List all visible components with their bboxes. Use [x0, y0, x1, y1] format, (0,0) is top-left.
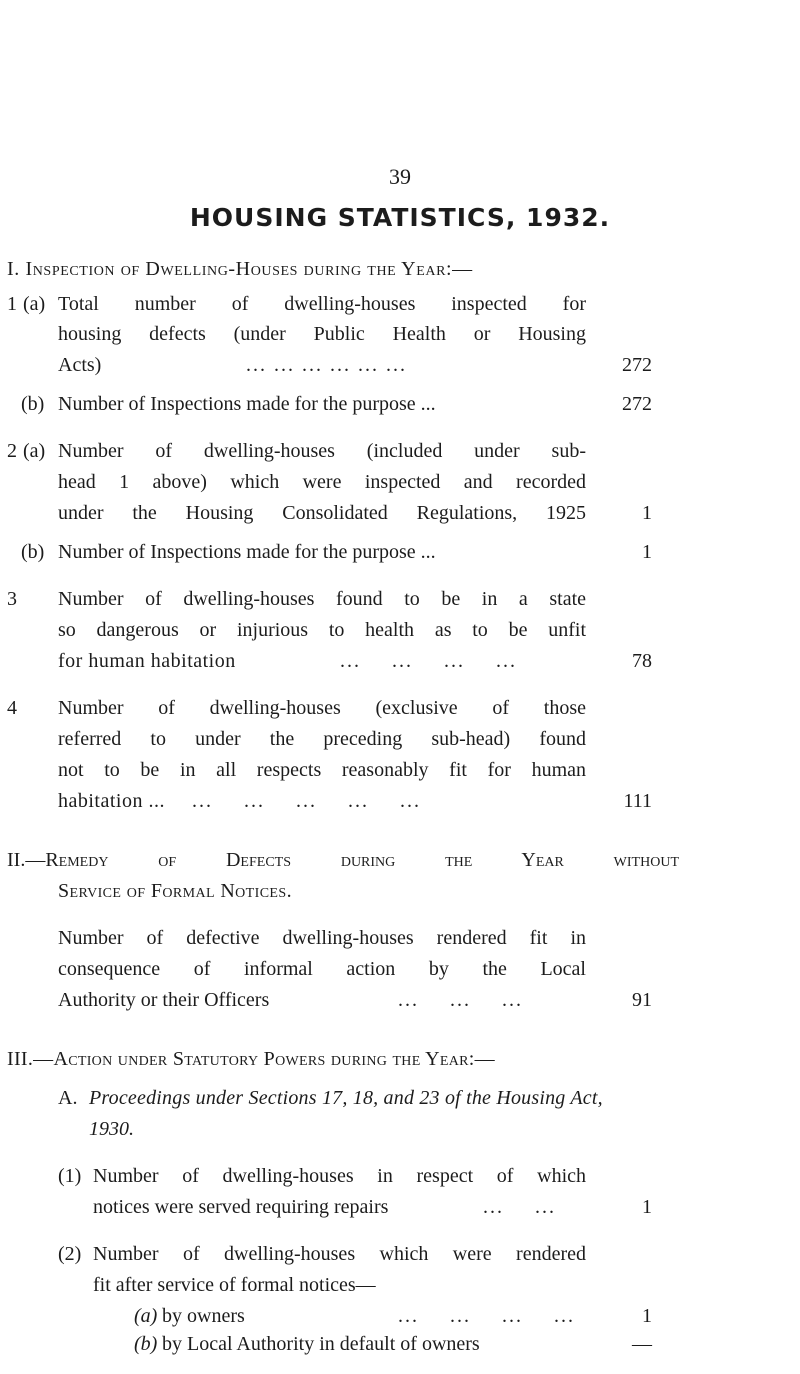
item-iii-1-line: Number of dwelling-houses in respect of which: [93, 1165, 586, 1187]
item-4-line: referred to under the preceding sub-head) found: [58, 728, 586, 750]
leader-dots: ... ... ... ... ...: [192, 790, 421, 812]
item-2b-text: Number of Inspections made for the purpose ...: [58, 541, 436, 563]
item-2a-line: Number of dwelling-houses (included under sub-: [58, 440, 586, 462]
item-iii-2-line: Number of dwelling-houses which were rendered: [93, 1243, 586, 1265]
item-iii-2-line: fit after service of formal notices—: [93, 1274, 376, 1296]
item-iii-2b-text: by Local Authority in default of owners: [162, 1333, 480, 1355]
item-2a-line: head 1 above) which were inspected and recorded: [58, 471, 586, 493]
item-1a-line: Total number of dwelling-houses inspected for: [58, 293, 586, 315]
item-iii-2a-label: (a): [134, 1305, 158, 1327]
leader-dots: ... ... ... ... ... ...: [246, 354, 407, 376]
section-2-line: Number of defective dwelling-houses rendered fit in: [58, 927, 586, 949]
item-2a-label: (a): [23, 440, 46, 462]
item-iii-1-line: notices were served requiring repairs: [93, 1196, 389, 1218]
item-iii-2a-text: by owners: [162, 1305, 245, 1327]
item-2a-line: under the Housing Consolidated Regulations, 1925: [58, 502, 586, 524]
item-iii-2b-value: —: [632, 1333, 652, 1355]
page-number: 39: [389, 164, 411, 189]
subsection-a-title: 1930.: [89, 1118, 134, 1140]
item-1b-label: (b): [21, 393, 45, 415]
section-2-line: consequence of informal action by the Local: [58, 958, 586, 980]
section-2-line: Authority or their Officers: [58, 989, 270, 1011]
subsection-a-label: A.: [58, 1087, 78, 1109]
item-2b-label: (b): [21, 541, 45, 563]
item-1a-label: (a): [23, 293, 46, 315]
item-1a-line: Acts): [58, 354, 102, 376]
item-iii-2a-value: 1: [642, 1305, 652, 1327]
item-iii-1-label: (1): [58, 1165, 82, 1187]
item-1b-value: 272: [622, 393, 652, 415]
item-1b-text: Number of Inspections made for the purpose ...: [58, 393, 436, 415]
item-3-line: Number of dwelling-houses found to be in a state: [58, 588, 586, 610]
page-title: HOUSING STATISTICS, 1932.: [189, 203, 611, 232]
leader-dots: ... ... ...: [398, 989, 523, 1011]
item-3-line: for human habitation: [58, 650, 236, 672]
item-3-line: so dangerous or injurious to health as to be unfit: [58, 619, 586, 641]
section-1-heading: I. Inspection of Dwelling-Houses during the Year:—: [7, 258, 473, 280]
section-2-value: 91: [632, 989, 652, 1011]
item-1-number: 1: [7, 293, 17, 315]
item-4-value: 111: [623, 790, 652, 812]
item-3-number: 3: [7, 588, 17, 610]
leader-dots: ... ... ... ...: [340, 650, 517, 672]
item-2a-value: 1: [642, 502, 652, 524]
item-4-number: 4: [7, 697, 17, 719]
item-2-number: 2: [7, 440, 17, 462]
item-iii-2-label: (2): [58, 1243, 82, 1265]
section-2-heading: Service of Formal Notices.: [58, 880, 292, 902]
item-4-line: not to be in all respects reasonably fit for human: [58, 759, 586, 781]
leader-dots: ... ...: [483, 1196, 556, 1218]
item-1a-value: 272: [622, 354, 652, 376]
section-3-heading: III.—Action under Statutory Powers during the Year:—: [7, 1048, 495, 1070]
item-3-value: 78: [632, 650, 652, 672]
item-4-line: Number of dwelling-houses (exclusive of those: [58, 697, 586, 719]
section-2-heading: II.—Remedy of Defects during the Year without: [7, 849, 679, 871]
item-iii-1-value: 1: [642, 1196, 652, 1218]
leader-dots: ... ... ... ...: [398, 1305, 575, 1327]
subsection-a-title: Proceedings under Sections 17, 18, and 23 of the Housing Act,: [89, 1087, 603, 1109]
item-iii-2b-label: (b): [134, 1333, 158, 1355]
item-4-line: habitation ...: [58, 790, 165, 812]
item-1a-line: housing defects (under Public Health or Housing: [58, 323, 586, 345]
item-2b-value: 1: [642, 541, 652, 563]
